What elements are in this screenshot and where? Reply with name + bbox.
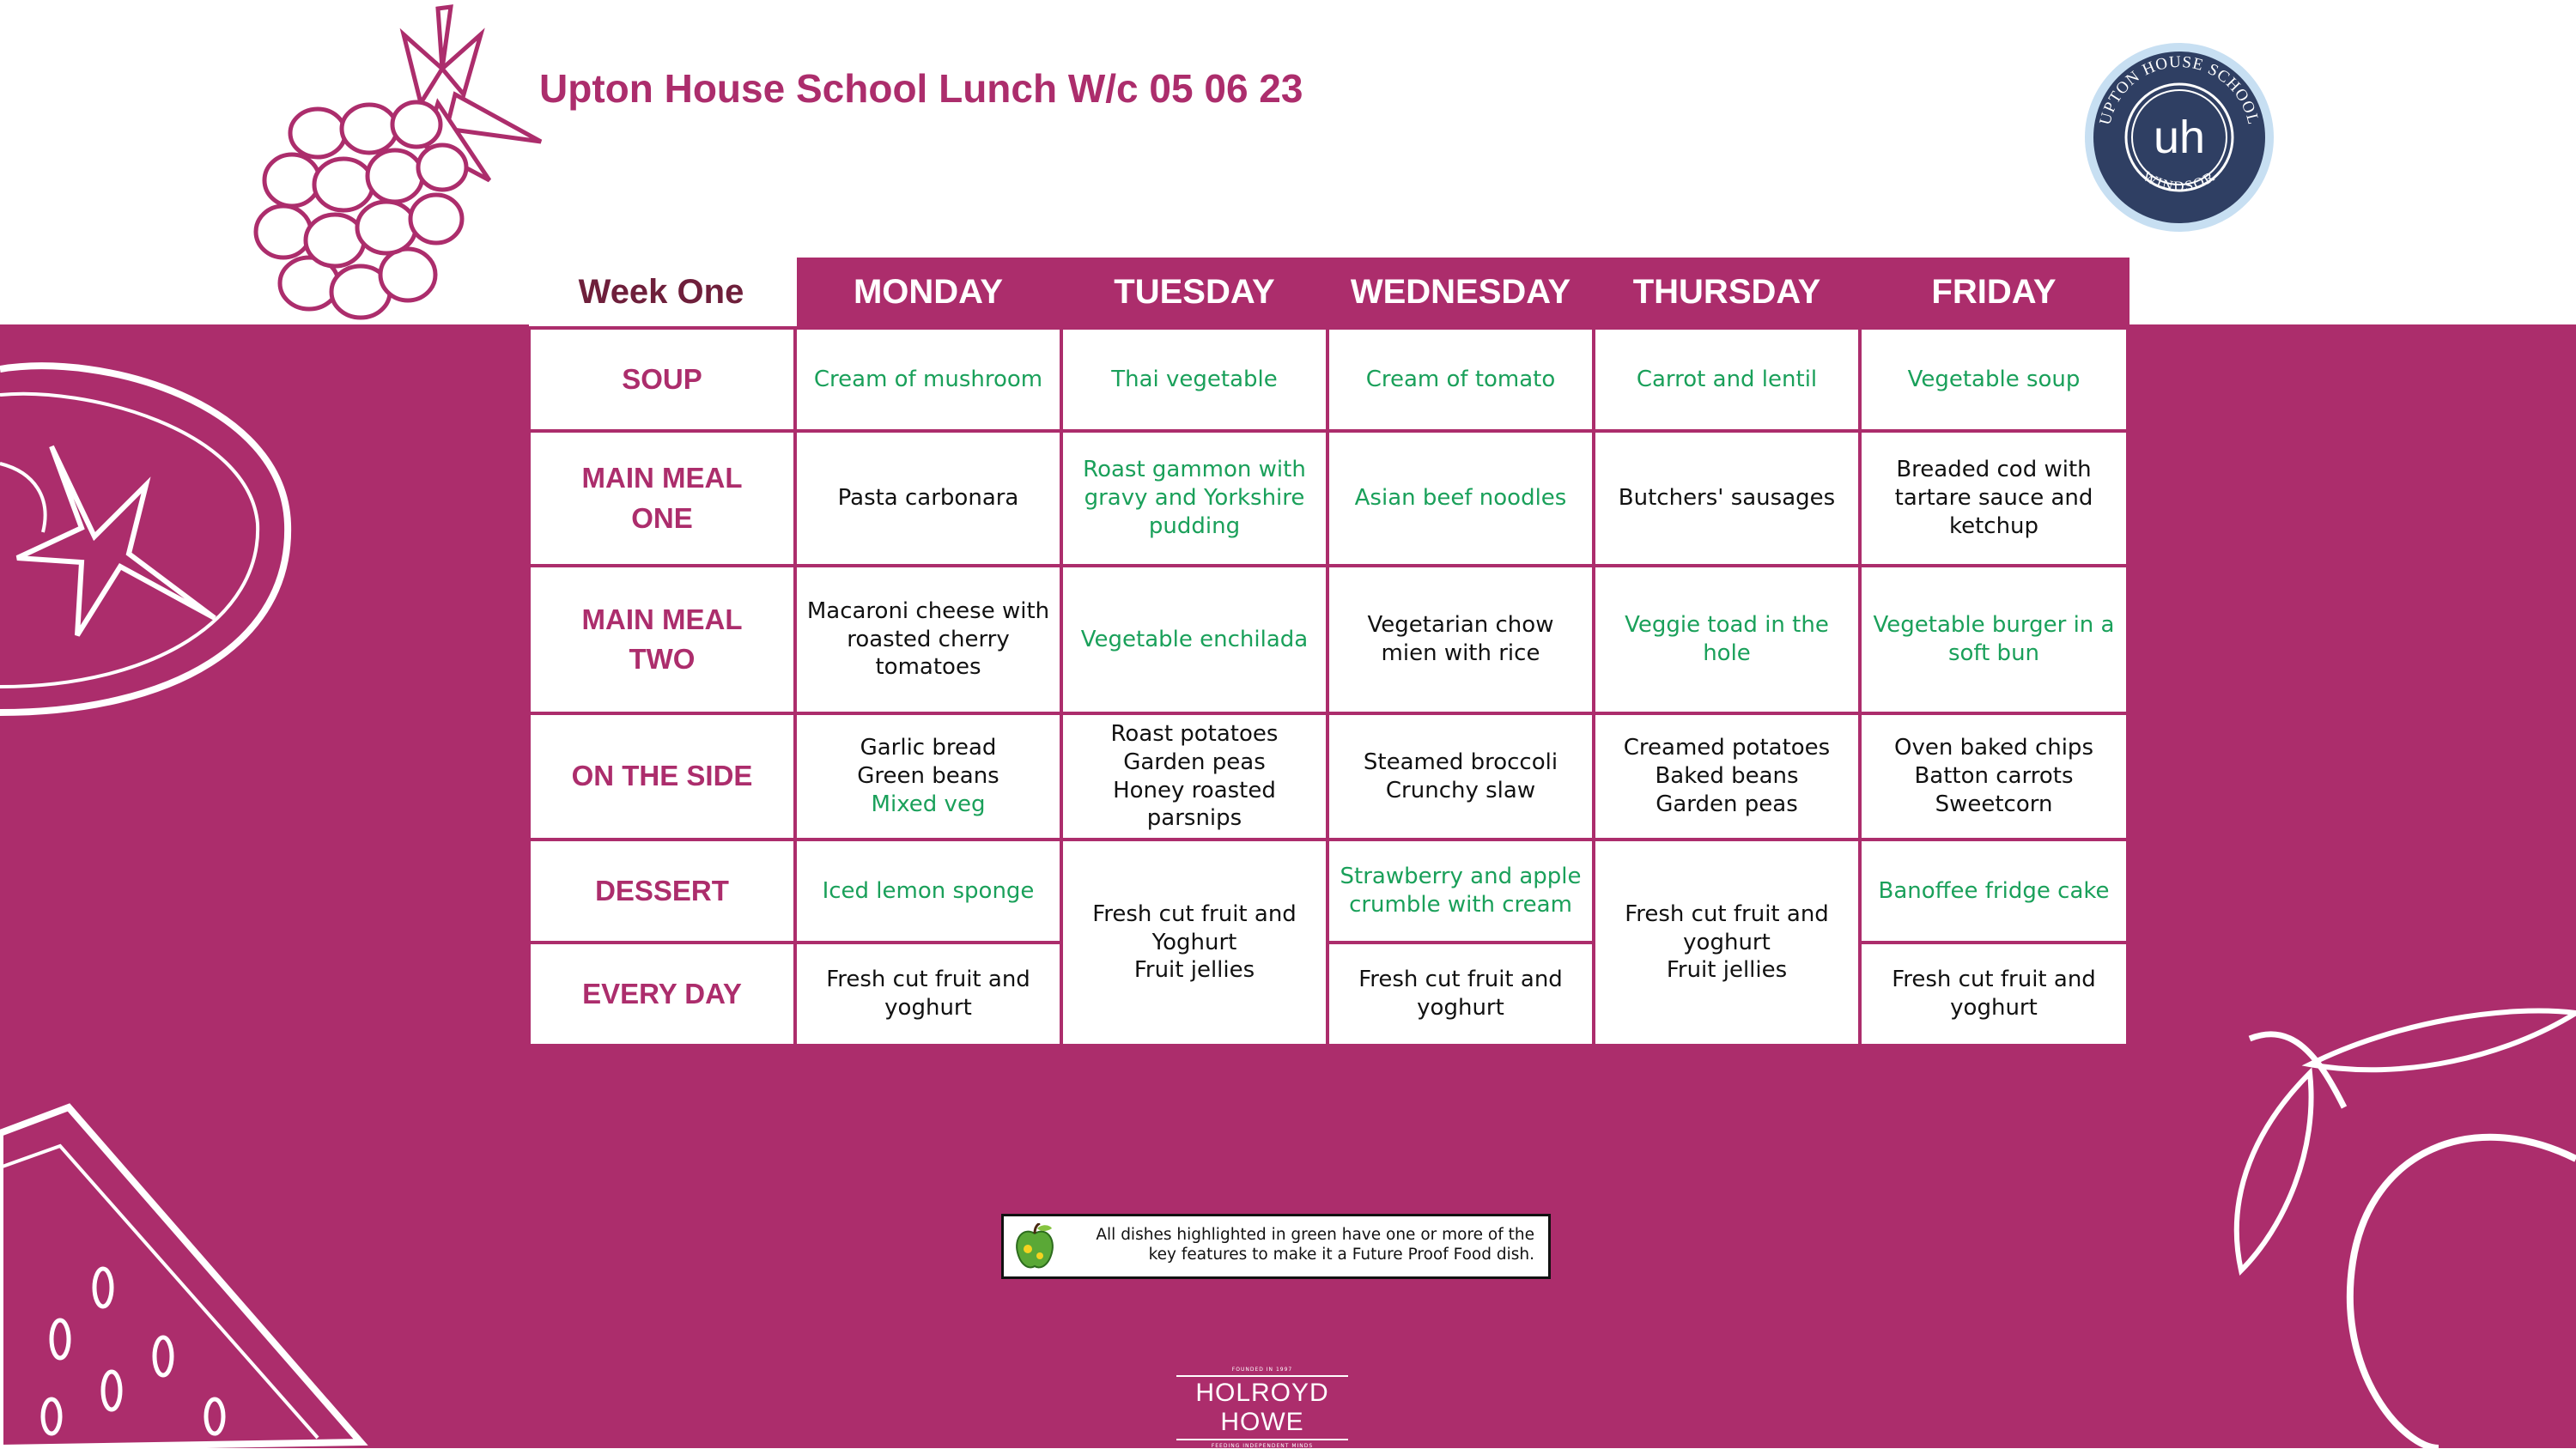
- menu-cell: [1061, 840, 1327, 1046]
- menu-row-main-one: [529, 431, 2128, 566]
- logo-top-text: UPTON HOUSE SCHOOL: [2096, 52, 2263, 127]
- menu-cell: Butchers' sausages: [1594, 431, 1860, 566]
- menu-cell: Thai vegetable: [1061, 328, 1327, 431]
- side-item: Batton carrots: [1914, 763, 2074, 790]
- menu-cell: [1594, 713, 1860, 840]
- menu-row-dessert: [529, 840, 2128, 943]
- school-logo-seal: [2081, 39, 2277, 235]
- side-item: Roast potatoes: [1110, 721, 1279, 747]
- day-header-tuesday: TUESDAY: [1061, 258, 1327, 328]
- menu-cell: [1327, 713, 1594, 840]
- side-item: Garlic bread: [860, 735, 997, 761]
- menu-cell: Vegetable burger in a soft bun: [1860, 566, 2128, 713]
- menu-header-row: [529, 258, 2128, 328]
- menu-cell: [1061, 713, 1327, 840]
- menu-cell: Banoffee fridge cake: [1860, 840, 2128, 943]
- apple-illustration: [2181, 1004, 2576, 1448]
- watermelon-illustration: [0, 1099, 369, 1448]
- menu-cell: Fresh cut fruit and yoghurt: [1860, 943, 2128, 1046]
- menu-cell: Strawberry and apple crumble with cream: [1327, 840, 1594, 943]
- side-item: Honey roasted parsnips: [1113, 777, 1276, 832]
- day-header-monday: MONDAY: [795, 258, 1061, 328]
- day-header-thursday: THURSDAY: [1594, 258, 1860, 328]
- legend-line: All dishes highlighted in green have one or more of the: [1096, 1226, 1534, 1244]
- menu-cell: Breaded cod with tartare sauce and ketchup: [1860, 431, 2128, 566]
- apple-icon: [1014, 1223, 1055, 1270]
- legend-line: key features to make it a Future Proof Food dish.: [1148, 1246, 1534, 1264]
- menu-cell: Cream of mushroom: [795, 328, 1061, 431]
- menu-cell: Macaroni cheese with roasted cherry tomatoes: [795, 566, 1061, 713]
- side-item: Crunchy slaw: [1385, 777, 1536, 803]
- menu-cell: Vegetarian chow mien with rice: [1327, 566, 1594, 713]
- menu-cell: [1594, 840, 1860, 1046]
- menu-cell: Fresh cut fruit and yoghurt: [795, 943, 1061, 1046]
- founded-text: FOUNDED IN 1997: [1231, 1367, 1293, 1373]
- side-item: Oven baked chips: [1894, 735, 2093, 761]
- menu-row-main-two: [529, 566, 2128, 713]
- row-label-main-meal-two: [529, 566, 795, 713]
- dessert-item: Yoghurt: [1151, 929, 1237, 955]
- side-item: Baked beans: [1655, 763, 1799, 790]
- menu-cell: [1860, 713, 2128, 840]
- menu-cell: Fresh cut fruit and yoghurt: [1327, 943, 1594, 1046]
- menu-cell: Iced lemon sponge: [795, 840, 1061, 943]
- row-label-text: MAIN MEAL TWO: [581, 603, 743, 675]
- day-header-wednesday: WEDNESDAY: [1327, 258, 1594, 328]
- row-label-dessert: DESSERT: [529, 840, 795, 943]
- brand-tagline: FEEDING INDEPENDENT MINDS: [1211, 1443, 1314, 1449]
- menu-row-every-day: [529, 943, 2128, 1046]
- menu-cell: [795, 713, 1061, 840]
- row-label-text: MAIN MEAL ONE: [581, 462, 743, 534]
- menu-cell: Roast gammon with gravy and Yorkshire pudding: [1061, 431, 1327, 566]
- menu-cell: Pasta carbonara: [795, 431, 1061, 566]
- brand-name: HOLROYD HOWE: [1176, 1375, 1348, 1440]
- menu-cell: Vegetable enchilada: [1061, 566, 1327, 713]
- menu-cell: Asian beef noodles: [1327, 431, 1594, 566]
- menu-cell: Veggie toad in the hole: [1594, 566, 1860, 713]
- row-label-main-meal-one: [529, 431, 795, 566]
- week-label: Week One: [529, 258, 795, 328]
- side-item: Mixed veg: [871, 791, 986, 817]
- side-item: Steamed broccoli: [1363, 749, 1558, 775]
- dessert-item: Fresh cut fruit and yoghurt: [1625, 900, 1829, 955]
- side-item: Green beans: [857, 763, 999, 790]
- menu-row-on-the-side: [529, 713, 2128, 840]
- row-label-every-day: EVERY DAY: [529, 943, 795, 1046]
- dessert-item: Fresh cut fruit and: [1092, 900, 1297, 927]
- day-header-friday: FRIDAY: [1860, 258, 2128, 328]
- dessert-item: Fruit jellies: [1133, 957, 1255, 984]
- logo-bottom-text: WINDSOR: [2140, 167, 2219, 195]
- menu-cell: Cream of tomato: [1327, 328, 1594, 431]
- tomato-illustration: [0, 352, 301, 721]
- side-item: Creamed potatoes: [1623, 735, 1831, 761]
- page-title: Upton House School Lunch W/c 05 06 23: [539, 66, 1303, 111]
- holroyd-howe-logo: [1176, 1367, 1348, 1449]
- future-proof-food-legend: [1001, 1214, 1551, 1279]
- row-label-on-the-side: ON THE SIDE: [529, 713, 795, 840]
- menu-cell: Vegetable soup: [1860, 328, 2128, 431]
- lunch-menu-table: [527, 258, 2129, 1047]
- side-item: Garden peas: [1656, 791, 1798, 817]
- row-label-soup: SOUP: [529, 328, 795, 431]
- side-item: Garden peas: [1123, 749, 1266, 775]
- raspberry-illustration: [232, 0, 550, 326]
- side-item: Sweetcorn: [1935, 791, 2053, 817]
- legend-text: [1064, 1225, 1534, 1264]
- menu-cell: Carrot and lentil: [1594, 328, 1860, 431]
- dessert-item: Fruit jellies: [1666, 957, 1788, 984]
- logo-monogram: uh: [2153, 112, 2206, 163]
- menu-row-soup: [529, 328, 2128, 431]
